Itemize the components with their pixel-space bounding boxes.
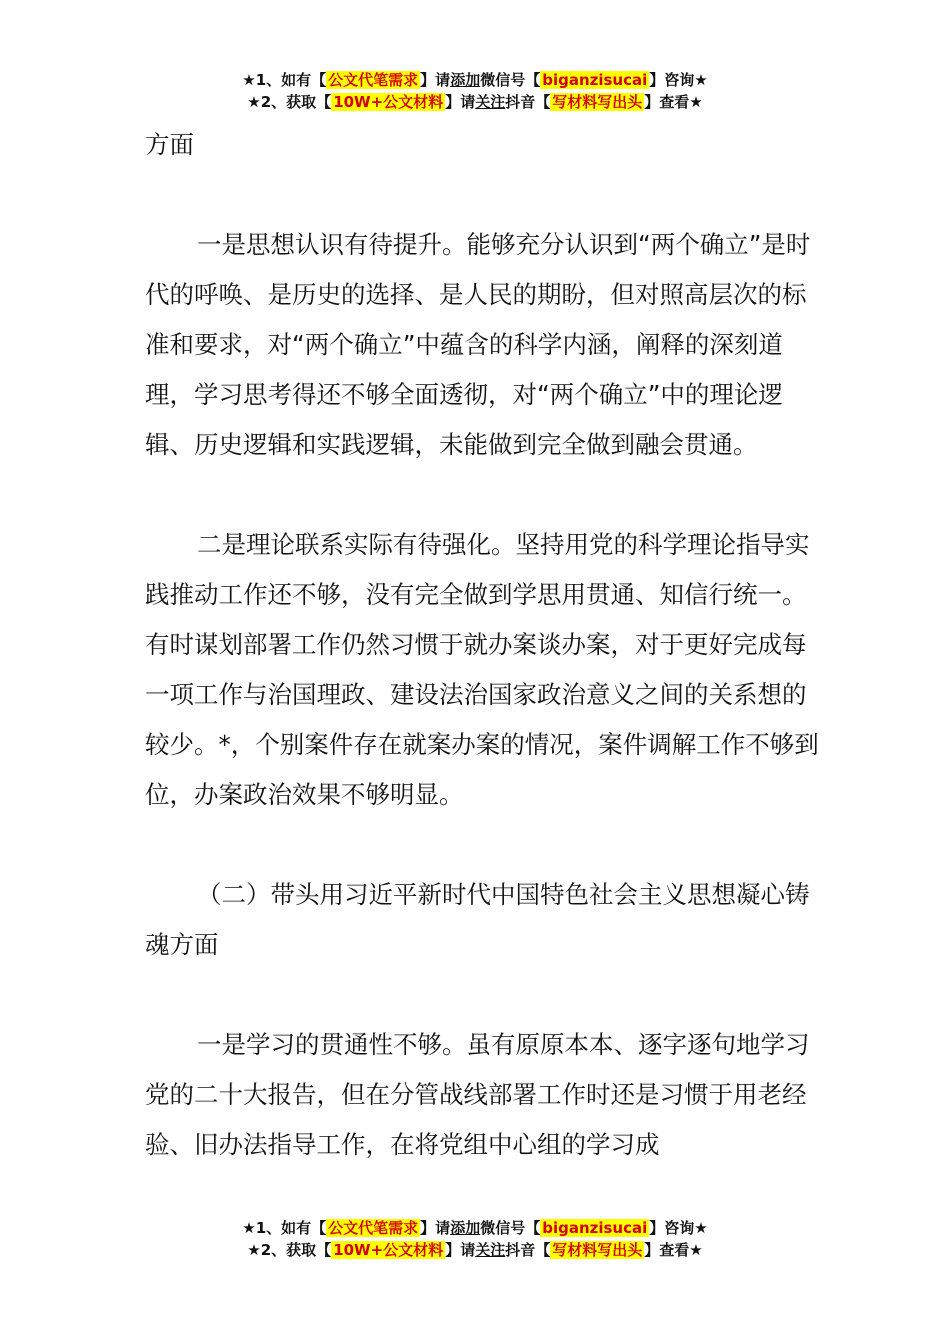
banner-line-1: ★1、如有【 公文代笔需求 】请添加微信号【 biganzisucai 】咨询★: [242, 71, 708, 89]
underlined-add: 添加: [450, 71, 481, 89]
highlight-wechat-id: biganzisucai: [542, 71, 648, 89]
highlight-writing-service: 公文代笔需求: [328, 71, 419, 89]
section-heading: （二）带头用习近平新时代中国特色社会主义思想凝心铸魂方面: [145, 880, 810, 959]
banner-line-2: ★2、获取【 10W+公文材料 】请关注抖音【 写材料写出头 】查看★: [247, 93, 703, 111]
highlight-materials: 10W+公文材料: [333, 93, 444, 111]
underlined-follow: 关注: [475, 93, 506, 111]
document-body: [145, 120, 825, 1170]
paragraph-0: 方面: [145, 130, 194, 159]
footer-banner: [0, 1217, 950, 1261]
footer-line-1: ★1、如有【 公文代笔需求 】请添加微信号【 biganzisucai 】咨询★: [242, 1219, 708, 1237]
paragraph-4: 一是学习的贯通性不够。虽有原原本本、逐字逐句地学习党的二十大报告，但在分管战线部署工作时还是习惯于用老经验、旧办法指导工作，在将党组中心组的学习成: [145, 1030, 810, 1159]
highlight-douyin: 写材料写出头: [552, 93, 643, 111]
paragraph-2: 二是理论联系实际有待强化。坚持用党的科学理论指导实践推动工作还不够，没有完全做到学思用贯通、知信行统一。有时谋划部署工作仍然习惯于就办案谈办案，对于更好完成每一项工作与治国理政、建设法治国家政治意义之间的关系想的较少。*，个别案件存在就案办案的情况，案件调解工作不够到位，办案政治效果不够明显。: [145, 530, 819, 809]
header-banner: [0, 69, 950, 113]
footer-line-2: ★2、获取【 10W+公文材料 】请关注抖音【 写材料写出头 】查看★: [247, 1241, 703, 1259]
paragraph-1: 一是思想认识有待提升。能够充分认识到“两个确立”是时代的呼唤、是历史的选择、是人民的期盼，但对照高层次的标准和要求，对“两个确立”中蕴含的科学内涵，阐释的深刻道理，学习思考得还不够全面透彻，对“两个确立”中的理论逻辑、历史逻辑和实践逻辑，未能做到完全做到融会贯通。: [145, 230, 811, 459]
